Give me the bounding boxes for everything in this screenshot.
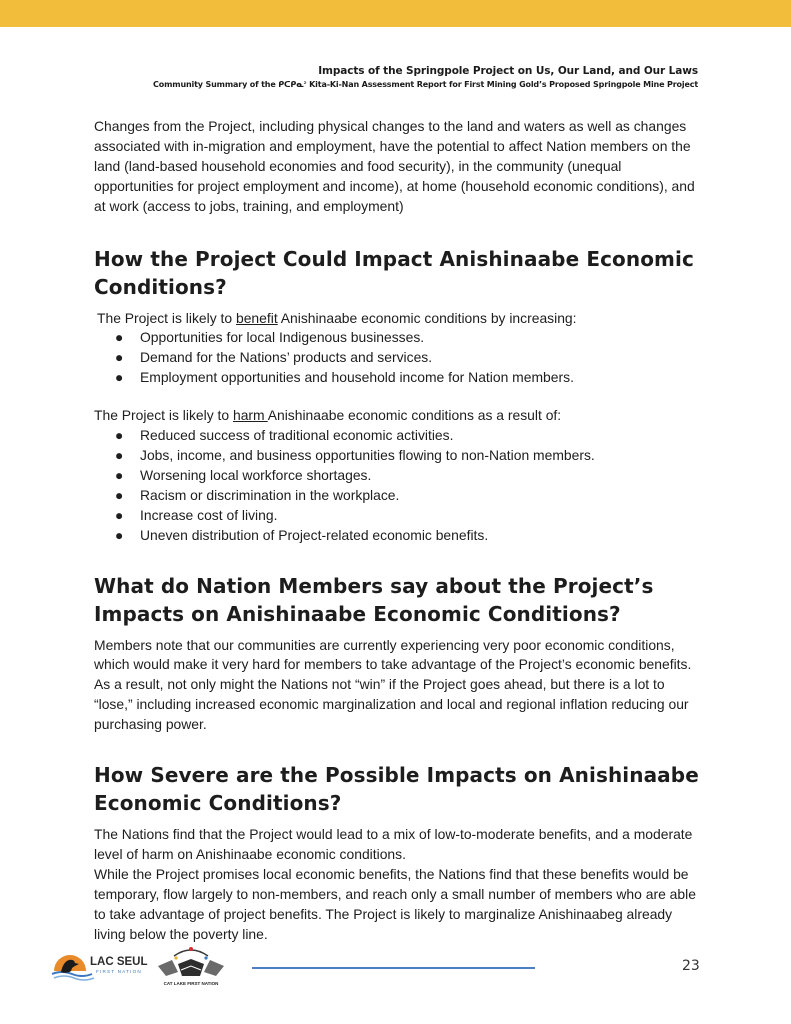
list-item-text: Opportunities for local Indigenous businesses. xyxy=(140,329,425,346)
lac-seul-logo xyxy=(50,945,148,985)
crest-center-icon xyxy=(178,959,204,976)
harm-lead xyxy=(94,406,700,426)
page-number: 23 xyxy=(682,958,700,974)
lynx-right-icon xyxy=(204,960,224,976)
section3-heading: How Severe are the Possible Impacts on Anishinaabe Economic Conditions? xyxy=(94,763,699,816)
bullet-icon: ● xyxy=(115,446,124,463)
bullet-icon: ● xyxy=(115,506,124,523)
section2-heading: What do Nation Members say about the Project’s Impacts on Anishinaabe Economic Conditions? xyxy=(94,573,654,626)
top-accent-bar xyxy=(0,0,791,27)
list-item-text: Reduced success of traditional economic activities. xyxy=(140,427,454,444)
harm-list xyxy=(94,426,700,545)
water-wave-icon xyxy=(52,972,92,976)
yellow-dot-icon xyxy=(174,956,177,959)
bullet-icon: ● xyxy=(115,369,124,386)
bullet-icon: ● xyxy=(115,329,124,346)
benefit-lead-before: The Project is likely to xyxy=(97,309,236,326)
lac-seul-wordmark: LAC SEUL xyxy=(90,956,148,968)
page-content xyxy=(94,117,700,944)
blue-dot-icon xyxy=(204,956,207,959)
list-item-text: Demand for the Nations’ products and services. xyxy=(140,349,433,366)
list-item-text: Uneven distribution of Project-related economic benefits. xyxy=(140,526,489,543)
list-item xyxy=(94,506,700,526)
benefit-list xyxy=(94,328,700,388)
bullet-icon: ● xyxy=(115,427,124,444)
severity-paragraph-2: While the Project promises local economic benefits, the Nations find that these benefits would be temporary, flow largely to non-members, and reach only a small number of members who are able to take advantage of project benefits. The Project is likely to marginalize Anishinaabeg already living below the poverty line. xyxy=(94,865,696,942)
list-item-text: Increase cost of living. xyxy=(140,506,278,523)
bullet-icon: ● xyxy=(115,486,124,503)
bullet-icon: ● xyxy=(115,466,124,483)
lynx-left-icon xyxy=(158,960,178,976)
list-item xyxy=(94,466,700,486)
list-item-text: Jobs, income, and business opportunities flowing to non-Nation members. xyxy=(140,446,595,463)
list-item xyxy=(94,426,700,446)
bullet-icon: ● xyxy=(115,349,124,366)
benefit-lead-after: Anishinaabe economic conditions by increasing: xyxy=(277,309,577,326)
harm-lead-before: The Project is likely to xyxy=(94,407,233,424)
section1-heading: How the Project Could Impact Anishinaabe Economic Conditions? xyxy=(94,246,694,299)
list-item xyxy=(94,526,700,546)
header-title: Impacts of the Springpole Project on Us, Our Land, and Our Laws xyxy=(318,65,698,77)
running-header xyxy=(153,64,698,91)
red-dot-icon xyxy=(189,947,193,951)
cat-lake-caption: CAT LAKE FIRST NATION xyxy=(163,981,219,986)
list-item xyxy=(94,348,700,368)
footer-rule xyxy=(252,967,535,969)
list-item-text: Racism or discrimination in the workplace. xyxy=(140,486,400,503)
harm-lead-after: Anishinaabe economic conditions as a result of: xyxy=(267,407,562,424)
harm-word: harm xyxy=(232,407,268,424)
intro-paragraph: Changes from the Project, including physical changes to the land and waters as well as changes associated with in-migration and employment, have the potential to affect Nation members on the land (land-based household economies and food security), in the community (unequal opportunities for project employment and income), at home (household economic conditions), and at work (access to jobs, training, and employment) xyxy=(94,118,695,214)
list-item xyxy=(94,486,700,506)
list-item-text: Employment opportunities and household income for Nation members. xyxy=(140,369,574,386)
list-item-text: Worsening local workforce shortages. xyxy=(140,466,372,483)
lac-seul-subtitle: FIRST NATION xyxy=(96,969,142,974)
header-subtitle: Community Summary of the ᑭᑕᑭᓇᐣ Kita-Ki-Nan Assessment Report for First Mining Gold’s Proposed Springpole Mine Project xyxy=(153,80,698,89)
severity-paragraph-1: The Nations find that the Project would lead to a mix of low-to-moderate benefits, and a moderate level of harm on Anishinaabe economic conditions. xyxy=(94,826,693,862)
water-wave-icon xyxy=(54,976,94,980)
list-item xyxy=(94,328,700,348)
benefit-lead xyxy=(97,309,700,329)
members-paragraph: Members note that our communities are currently experiencing very poor economic conditions, which would make it very hard for members to take advantage of the Project’s economic benefits. As a result, not only might the Nations not “win” if the Project goes ahead, but there is a lot to “lose,” including increased economic marginalization and local and regional inflation reducing our purchasing power. xyxy=(94,636,692,733)
bullet-icon: ● xyxy=(115,526,124,543)
benefit-word: benefit xyxy=(235,309,278,326)
list-item xyxy=(94,368,700,388)
list-item xyxy=(94,446,700,466)
